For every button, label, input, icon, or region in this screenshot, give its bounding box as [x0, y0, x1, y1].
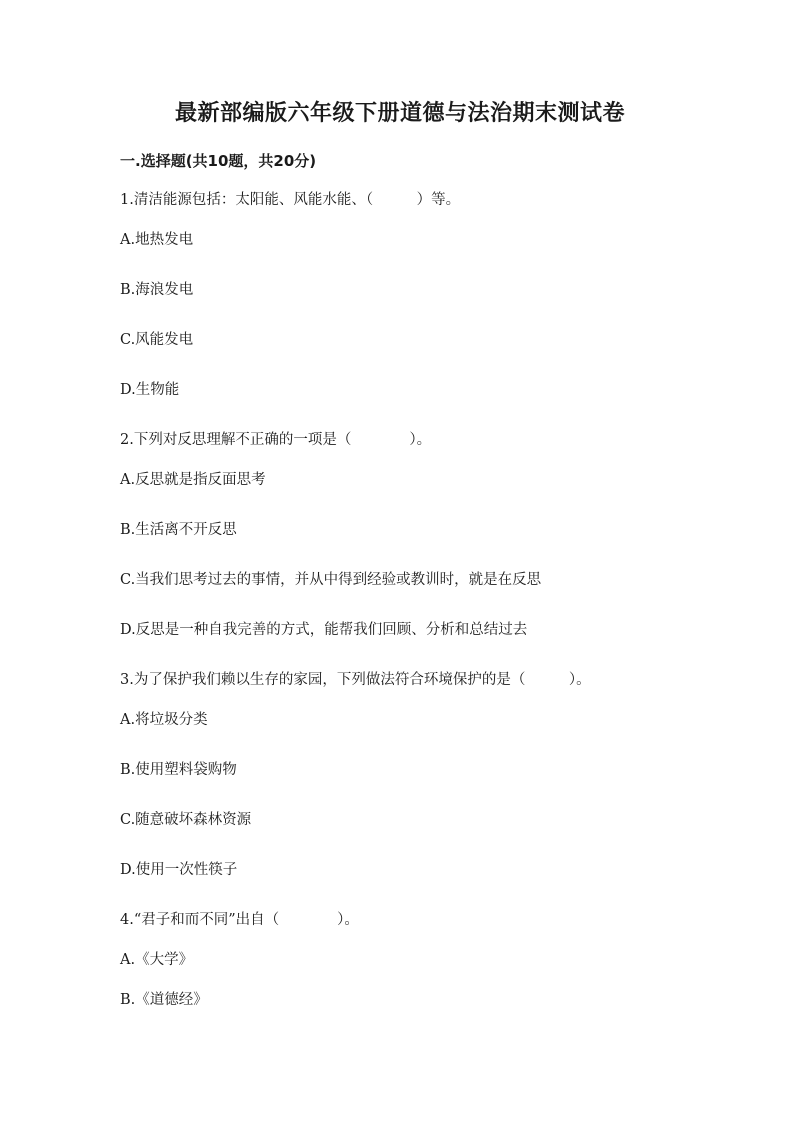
- question-2-option-d: D.反思是一种自我完善的方式，能帮我们回顾、分析和总结过去: [120, 622, 528, 638]
- question-1-stem: 1.清洁能源包括：太阳能、风能水能、（ ）等。: [120, 192, 461, 208]
- question-4-stem: 4.“君子和而不同”出自（ ）。: [120, 912, 359, 928]
- page-title: 最新部编版六年级下册道德与法治期末测试卷: [174, 101, 625, 126]
- question-3-option-a: A.将垃圾分类: [120, 712, 208, 728]
- question-3-option-b: B.使用塑料袋购物: [120, 762, 237, 778]
- question-3-stem: 3.为了保护我们赖以生存的家园，下列做法符合环境保护的是（ ）。: [120, 672, 591, 688]
- section-heading: 一.选择题(共10题，共20分): [120, 152, 317, 170]
- question-3-option-d: D.使用一次性筷子: [120, 862, 238, 878]
- question-4-option-b: B.《道德经》: [120, 992, 208, 1008]
- question-3-option-c: C.随意破坏森林资源: [120, 812, 252, 828]
- question-1-option-a: A.地热发电: [120, 232, 194, 248]
- question-2-option-c: C.当我们思考过去的事情，并从中得到经验或教训时，就是在反思: [120, 572, 542, 588]
- question-2-stem: 2.下列对反思理解不正确的一项是（ ）。: [120, 432, 432, 448]
- question-1-option-b: B.海浪发电: [120, 282, 194, 298]
- question-2-option-b: B.生活离不开反思: [120, 522, 237, 538]
- question-1-option-c: C.风能发电: [120, 332, 194, 348]
- question-2-option-a: A.反思就是指反面思考: [120, 472, 266, 488]
- question-1-option-d: D.生物能: [120, 382, 180, 398]
- question-4-option-a: A.《大学》: [120, 952, 194, 968]
